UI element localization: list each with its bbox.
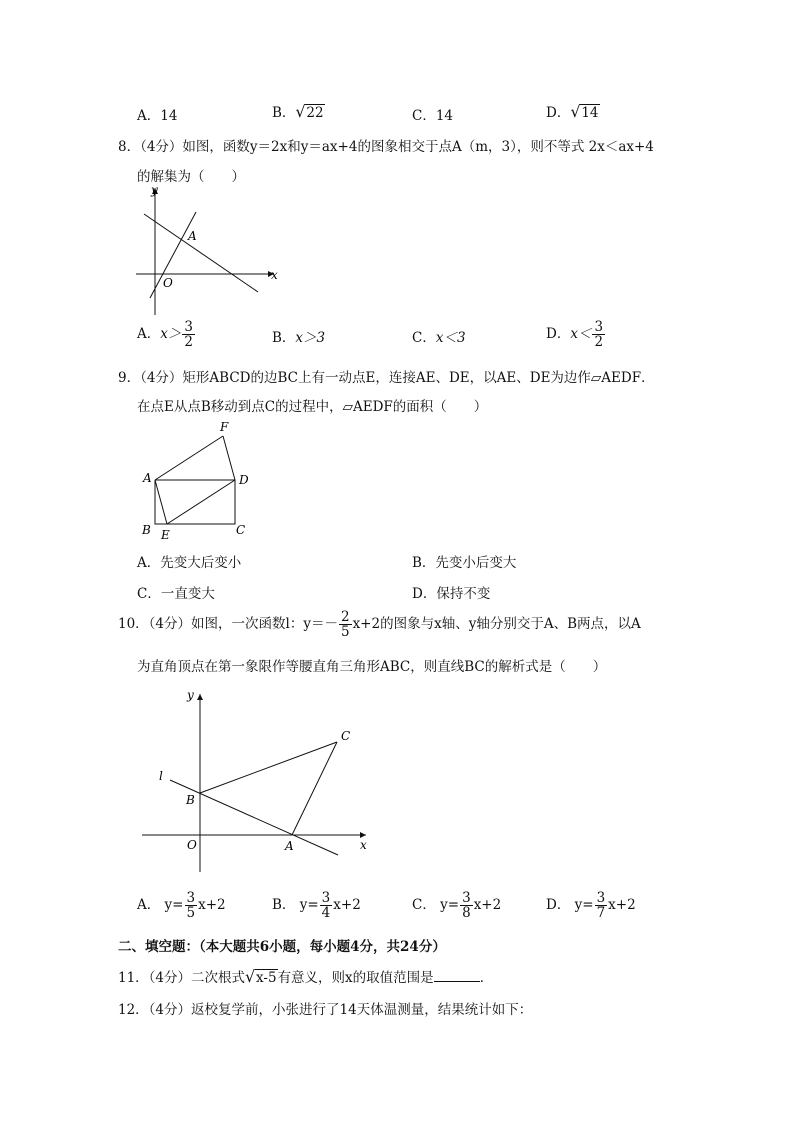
q10-option-b: B． y= $\frac{3}{4}$ x+2	[272, 890, 361, 922]
q9-stem-line2: 在点E从点B移动到点C的过程中，▱AEDF的面积（ ）	[137, 399, 488, 415]
sqrt-expression: √ 14	[570, 102, 599, 121]
q9-segment-af	[155, 436, 223, 480]
q9-stem-line1: 9．（4分）矩形ABCD的边BC上有一动点E，连接AE、DE，以AE、DE为边作▱AEDF．	[118, 370, 655, 386]
q8-line-2x	[150, 212, 196, 298]
fraction: $\frac{3}{2}$	[594, 319, 604, 351]
q9-label-a: A	[143, 471, 152, 485]
q10-label-o: O	[187, 838, 197, 852]
q9-rectangle-abcd	[155, 480, 235, 524]
q10-label-x: x	[360, 838, 367, 852]
q9-option-b: B．先变小后变大	[412, 555, 517, 571]
q8-option-b: B．x＞3	[272, 330, 326, 346]
q8-option-a: A．x＞ $\frac{3}{2}$	[137, 319, 193, 351]
q9-label-c: C	[236, 523, 246, 537]
fraction: $\frac{3}{7}$	[596, 890, 606, 922]
q8-graph	[130, 180, 290, 318]
fraction: $\frac{3}{2}$	[184, 319, 193, 351]
sqrt-expression: √ x-5	[245, 967, 277, 986]
fraction: $\frac{3}{8}$	[462, 890, 471, 922]
q8-option-c: C．x＜3	[412, 330, 466, 346]
q8-label-o: O	[163, 276, 173, 290]
q7-option-d: D． √ 14	[546, 102, 599, 121]
q8-line-ax4	[144, 214, 258, 292]
q11-stem: 11．（4分）二次根式 √ x-5有意义，则x的取值范围是 ．	[118, 967, 494, 986]
q9-option-c: C．一直变大	[137, 586, 215, 602]
q8-label-x: x	[271, 268, 278, 282]
q9-graph	[135, 418, 260, 543]
q8-label-y: y	[151, 183, 158, 197]
q10-label-c: C	[341, 729, 351, 743]
q8-stem-line2: 的解集为（ ）	[137, 169, 245, 185]
q10-stem-line2: 为直角顶点在第一象限作等腰直角三角形ABC，则直线BC的解析式是（ ）	[137, 659, 607, 675]
q10-label-b: B	[186, 793, 195, 807]
q9-option-a: A．先变大后变小	[137, 555, 242, 571]
q8-label-a: A	[188, 229, 197, 243]
sqrt-expression: √ 22	[295, 102, 324, 121]
fraction: $\frac{3}{5}$	[186, 890, 196, 922]
q9-label-d: D	[239, 473, 249, 487]
q9-label-e: E	[161, 528, 170, 542]
q10-label-a: A	[285, 839, 294, 853]
q10-label-l: l	[159, 769, 163, 783]
answer-blank[interactable]	[434, 969, 480, 982]
q10-option-d: D． y= $\frac{3}{7}$ x+2	[546, 890, 636, 922]
q7-option-a: A．14	[137, 108, 178, 124]
q9-segment-ed	[167, 480, 235, 524]
q9-segment-fd	[223, 436, 235, 480]
q12-stem: 12．（4分）返校复学前，小张进行了14天体温测量，结果统计如下：	[118, 1002, 533, 1018]
q9-label-b: B	[142, 523, 151, 537]
q8-stem-line1: 8．（4分）如图，函数y＝2x和y＝ax+4的图象相交于点A（m，3），则不等式 2x＜ax+4	[118, 139, 654, 155]
q10-option-a: A． y= $\frac{3}{5}$ x+2	[137, 890, 226, 922]
section-heading-fill-in: 二、填空题：（本大题共6小题，每小题4分，共24分）	[118, 939, 446, 955]
q9-option-d: D．保持不变	[412, 586, 491, 602]
q9-label-f: F	[220, 420, 229, 434]
q8-option-d: D．x＜ $\frac{3}{2}$	[546, 319, 604, 351]
q9-segment-ae	[155, 480, 167, 524]
q7-option-c: C．14	[412, 108, 454, 124]
q10-option-c: C． y= $\frac{3}{8}$ x+2	[412, 890, 502, 922]
q7-option-b: B． √ 22	[272, 102, 324, 121]
q10-graph	[140, 680, 380, 880]
fraction: $\frac{3}{4}$	[321, 890, 331, 922]
q10-stem-line1: 10．（4分）如图，一次函数l：y＝－ $\frac{2}{5}$ x+2的图象与x轴、y轴分别交于A、B两点，以A	[118, 609, 641, 641]
fraction: $\frac{2}{5}$	[340, 609, 350, 641]
q10-label-y: y	[187, 688, 194, 702]
